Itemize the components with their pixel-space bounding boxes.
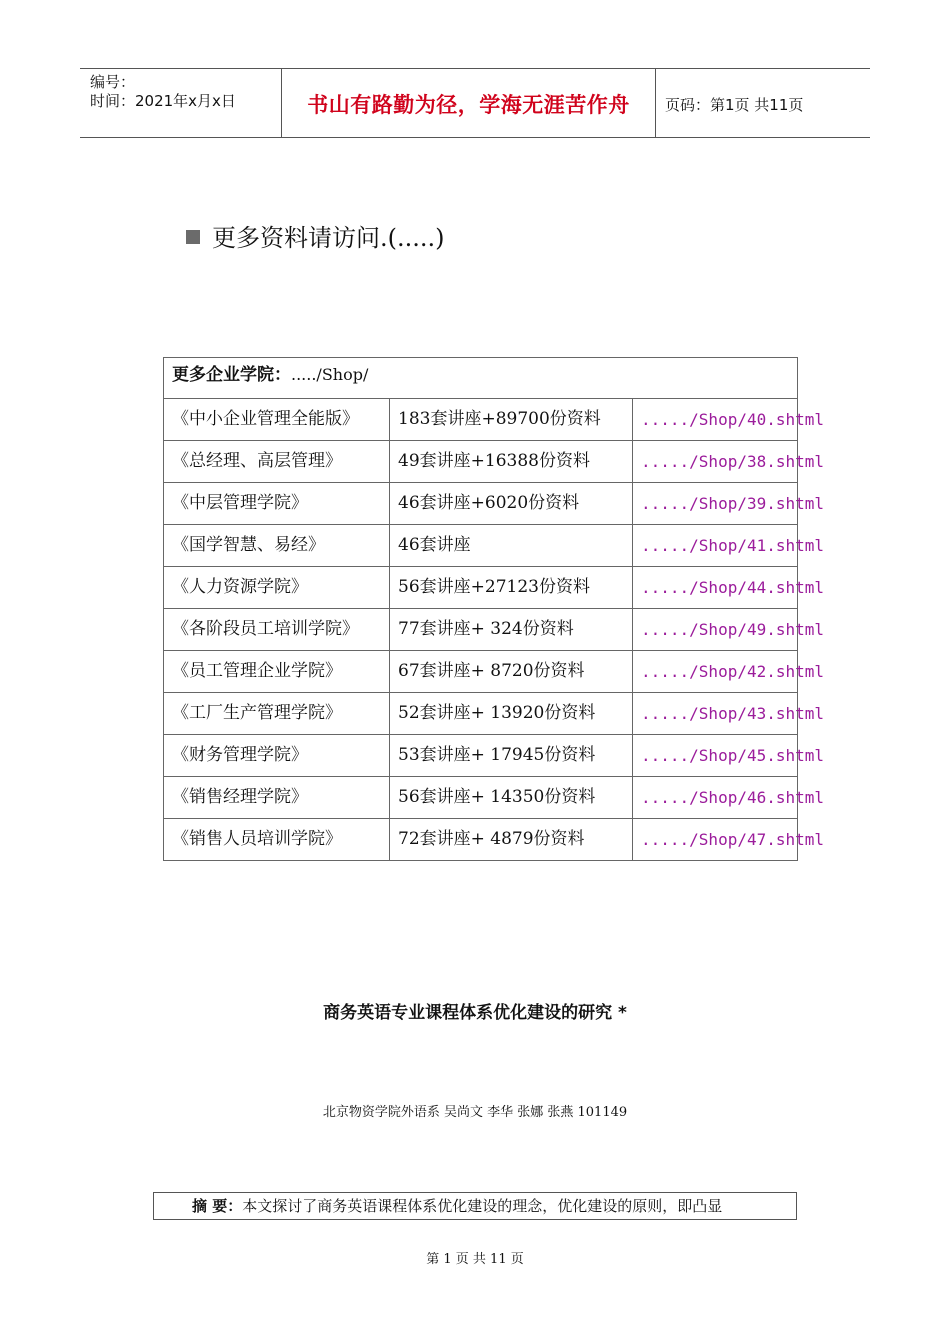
course-desc: 183套讲座+89700份资料: [390, 399, 633, 441]
visit-text[interactable]: 更多资料请访问.(.....): [212, 224, 445, 252]
course-link[interactable]: ...../Shop/44.shtml: [633, 567, 798, 609]
document-header: [80, 68, 870, 138]
course-link[interactable]: ...../Shop/47.shtml: [633, 819, 798, 861]
table-header-link[interactable]: ...../Shop/: [291, 365, 369, 384]
course-name: 《各阶段员工培训学院》: [164, 609, 390, 651]
course-link[interactable]: ...../Shop/40.shtml: [633, 399, 798, 441]
course-name: 《销售人员培训学院》: [164, 819, 390, 861]
course-name: 《总经理、高层管理》: [164, 441, 390, 483]
table-header-cell: [164, 358, 798, 399]
article-title: 商务英语专业课程体系优化建设的研究 *: [323, 1003, 627, 1023]
article-authors: 北京物资学院外语系 吴尚文 李华 张娜 张燕 101149: [322, 1105, 628, 1120]
course-name: 《中小企业管理全能版》: [164, 399, 390, 441]
abstract-text: 本文探讨了商务英语课程体系优化建设的理念，优化建设的原则，即凸显: [242, 1197, 723, 1215]
table-row: [164, 609, 798, 651]
table-header-label: 更多企业学院：: [172, 365, 291, 385]
course-link[interactable]: ...../Shop/42.shtml: [633, 651, 798, 693]
header-meta-cell: [80, 69, 281, 137]
table-row: [164, 777, 798, 819]
page-footer: 第 1 页 共 11 页: [426, 1252, 524, 1267]
course-desc: 52套讲座+ 13920份资料: [390, 693, 633, 735]
course-desc: 49套讲座+16388份资料: [390, 441, 633, 483]
square-bullet-icon: [186, 230, 200, 244]
table-row: [164, 651, 798, 693]
course-link[interactable]: ...../Shop/45.shtml: [633, 735, 798, 777]
course-desc: 72套讲座+ 4879份资料: [390, 819, 633, 861]
motto: 书山有路勤为径，学海无涯苦作舟: [307, 93, 630, 117]
course-name: 《人力资源学院》: [164, 567, 390, 609]
course-name: 《销售经理学院》: [164, 777, 390, 819]
visit-line: [186, 218, 445, 253]
table-row: [164, 819, 798, 861]
course-desc: 67套讲座+ 8720份资料: [390, 651, 633, 693]
abstract-box: [153, 1192, 797, 1220]
course-name: 《工厂生产管理学院》: [164, 693, 390, 735]
course-link[interactable]: ...../Shop/41.shtml: [633, 525, 798, 567]
page-info: 页码：第1页 共11页: [665, 96, 804, 114]
course-desc: 46套讲座+6020份资料: [390, 483, 633, 525]
course-desc: 53套讲座+ 17945份资料: [390, 735, 633, 777]
table-row: [164, 525, 798, 567]
table-header-row: [164, 358, 798, 399]
resource-table: [163, 357, 825, 861]
table-row: [164, 693, 798, 735]
course-name: 《财务管理学院》: [164, 735, 390, 777]
course-desc: 46套讲座: [390, 525, 633, 567]
course-link[interactable]: ...../Shop/43.shtml: [633, 693, 798, 735]
course-desc: 77套讲座+ 324份资料: [390, 609, 633, 651]
header-motto-cell: [281, 69, 656, 137]
abstract-label: 摘 要：: [192, 1197, 243, 1215]
course-name: 《中层管理学院》: [164, 483, 390, 525]
table-row: [164, 735, 798, 777]
course-desc: 56套讲座+27123份资料: [390, 567, 633, 609]
table-row: [164, 399, 798, 441]
time-label: 时间：2021年x月x日: [90, 92, 236, 110]
table-row: [164, 483, 798, 525]
course-name: 《员工管理企业学院》: [164, 651, 390, 693]
course-link[interactable]: ...../Shop/39.shtml: [633, 483, 798, 525]
course-link[interactable]: ...../Shop/38.shtml: [633, 441, 798, 483]
header-page-cell: [655, 69, 870, 137]
course-link[interactable]: ...../Shop/46.shtml: [633, 777, 798, 819]
table-row: [164, 441, 798, 483]
course-name: 《国学智慧、易经》: [164, 525, 390, 567]
table-row: [164, 567, 798, 609]
number-label: 编号：: [90, 73, 136, 91]
course-desc: 56套讲座+ 14350份资料: [390, 777, 633, 819]
course-link[interactable]: ...../Shop/49.shtml: [633, 609, 798, 651]
